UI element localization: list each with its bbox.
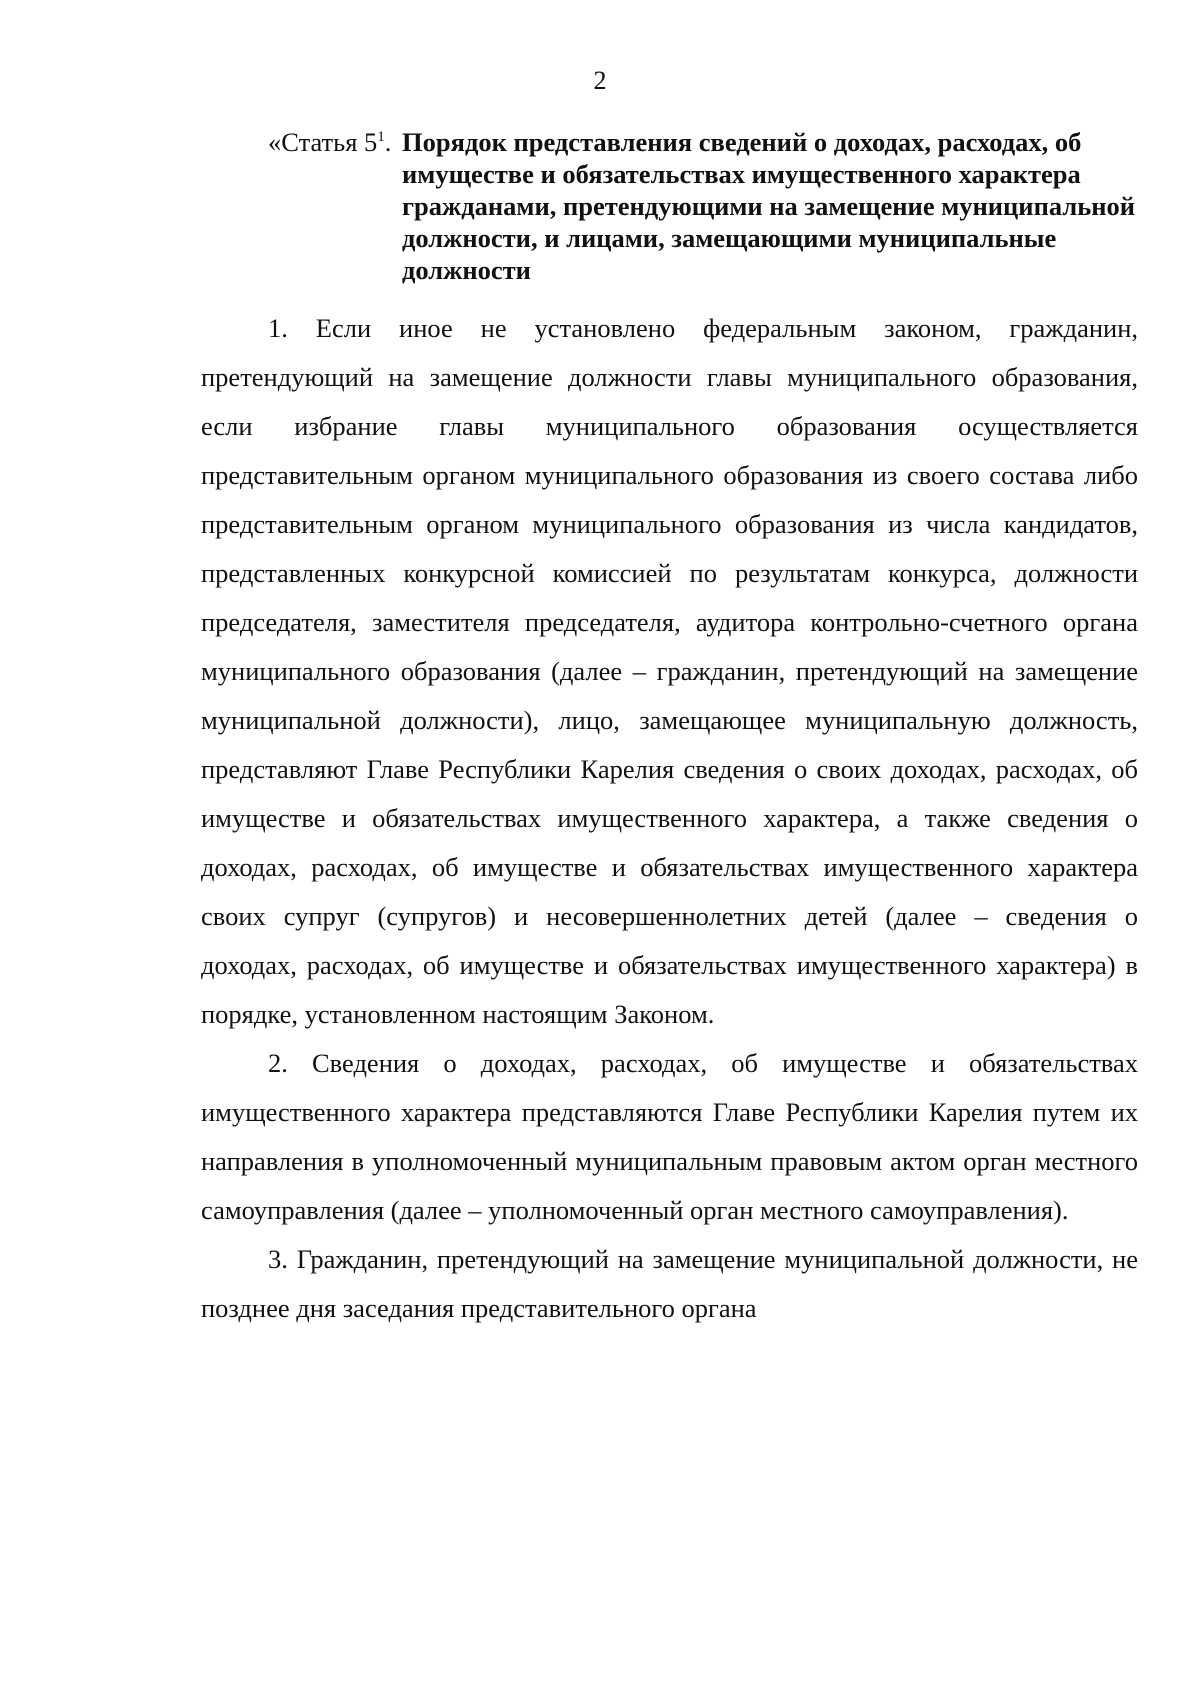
paragraph-3: 3. Гражданин, претендующий на замещение муниципальной должности, не позднее дня заседания представительного органа (201, 1244, 1138, 1323)
article-heading (268, 126, 1138, 286)
article-title: Порядок представления сведений о доходах, расходах, об имуществе и обязательствах имущественного характера гражданами, претендующими на замещение муниципальной должности, и лицами, замещающими муниципальные должности (402, 127, 1135, 285)
page-number: 2 (593, 66, 607, 95)
article-number (268, 126, 391, 158)
paragraph-1: 1. Если иное не установлено федеральным законом, гражданин, претендующий на замещение должности главы муниципального образования, если избрание главы муниципального образования осуществляется представительным органом муниципального образования из своего состава либо представительным органом муниципального образования из числа кандидатов, представленных конкурсной комиссией по результатам конкурса, должности председателя, заместителя председателя, аудитора контрольно-счетного органа муниципального образования (далее – гражданин, претендующий на замещение муниципальной должности), лицо, замещающее муниципальную должность, представляют Главе Республики Карелия сведения о своих доходах, расходах, об имуществе и обязательствах имущественного характера, а также сведения о доходах, расходах, об имуществе и обязательствах имущественного характера своих супруг (супругов) и несовершеннолетних детей (далее – сведения о доходах, расходах, об имуществе и обязательствах имущественного характера) в порядке, установленном настоящим Законом. (201, 313, 1138, 1029)
paragraph-2: 2. Сведения о доходах, расходах, об имуществе и обязательствах имущественного характера представляются Главе Республики Карелия путем их направления в уполномоченный муниципальным правовым актом орган местного самоуправления (далее – уполномоченный орган местного самоуправления). (201, 1048, 1138, 1225)
article-body (201, 304, 1138, 1333)
article-lead-text: «Статья 5 (268, 127, 378, 157)
article-lead-suffix: . (384, 127, 392, 157)
article-superscript: 1 (377, 129, 385, 145)
